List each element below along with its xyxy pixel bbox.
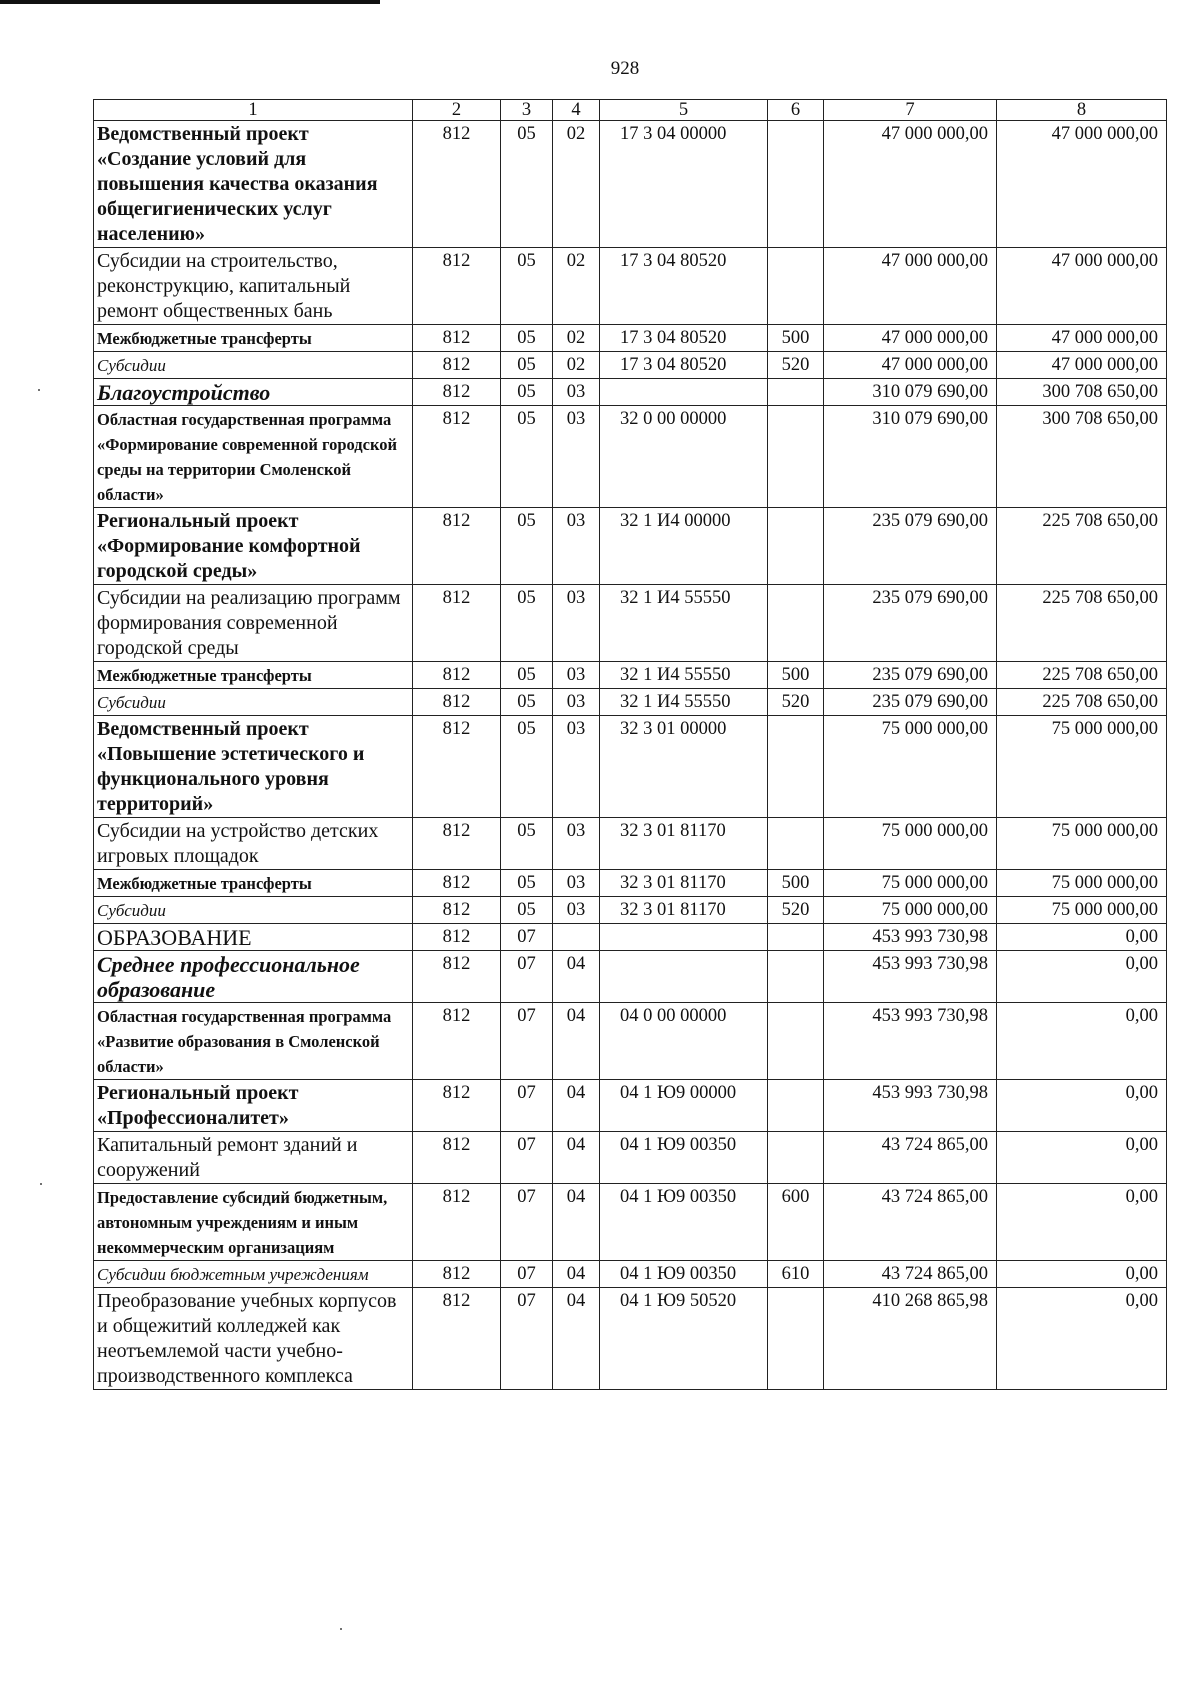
section-code: 05 — [501, 325, 553, 352]
column-header: 7 — [824, 100, 997, 121]
table-row — [94, 325, 1167, 352]
amount-col8: 47 000 000,00 — [997, 121, 1167, 248]
column-header: 3 — [501, 100, 553, 121]
expense-type-code — [768, 951, 824, 1003]
budget-table — [93, 99, 1167, 1390]
item-name: Межбюджетные трансферты — [94, 662, 413, 689]
subsection-code: 04 — [553, 1003, 600, 1080]
table-row — [94, 1184, 1167, 1261]
ved-code: 812 — [413, 689, 501, 716]
top-edge-rule — [0, 0, 380, 4]
table-row — [94, 379, 1167, 406]
section-code: 05 — [501, 121, 553, 248]
target-article-code: 32 3 01 81170 — [600, 818, 768, 870]
amount-col7: 43 724 865,00 — [824, 1184, 997, 1261]
item-name: Субсидии на устройство детских игровых площадок — [94, 818, 413, 870]
subsection-code: 03 — [553, 870, 600, 897]
amount-col7: 310 079 690,00 — [824, 406, 997, 508]
section-code: 05 — [501, 379, 553, 406]
section-code: 05 — [501, 870, 553, 897]
ved-code: 812 — [413, 508, 501, 585]
item-name: Областная государственная программа «Формирование современной городской среды на территории Смоленской области» — [94, 406, 413, 508]
ved-code: 812 — [413, 897, 501, 924]
section-code: 05 — [501, 508, 553, 585]
section-code: 07 — [501, 1184, 553, 1261]
table-row — [94, 951, 1167, 1003]
expense-type-code — [768, 818, 824, 870]
expense-type-code — [768, 716, 824, 818]
item-name: Преобразование учебных корпусов и общежитий колледжей как неотъемлемой части учебно-производственного комплекса — [94, 1288, 413, 1390]
amount-col8: 0,00 — [997, 1003, 1167, 1080]
item-name: Капитальный ремонт зданий и сооружений — [94, 1132, 413, 1184]
item-name: Субсидии на строительство, реконструкцию, капитальный ремонт общественных бань — [94, 248, 413, 325]
amount-col8: 0,00 — [997, 1288, 1167, 1390]
subsection-code: 03 — [553, 379, 600, 406]
target-article-code: 04 1 Ю9 00350 — [600, 1261, 768, 1288]
section-code: 05 — [501, 689, 553, 716]
amount-col7: 453 993 730,98 — [824, 951, 997, 1003]
ved-code: 812 — [413, 716, 501, 818]
target-article-code: 04 0 00 00000 — [600, 1003, 768, 1080]
table-body — [94, 100, 1167, 1390]
expense-type-code: 500 — [768, 870, 824, 897]
amount-col7: 75 000 000,00 — [824, 716, 997, 818]
ved-code: 812 — [413, 924, 501, 951]
table-row — [94, 352, 1167, 379]
table-row — [94, 689, 1167, 716]
target-article-code: 04 1 Ю9 00000 — [600, 1080, 768, 1132]
section-code: 07 — [501, 1132, 553, 1184]
target-article-code: 32 0 00 00000 — [600, 406, 768, 508]
section-code: 07 — [501, 951, 553, 1003]
subsection-code: 02 — [553, 248, 600, 325]
amount-col7: 235 079 690,00 — [824, 689, 997, 716]
expense-type-code — [768, 406, 824, 508]
table-row — [94, 508, 1167, 585]
section-code: 07 — [501, 1288, 553, 1390]
ved-code: 812 — [413, 1261, 501, 1288]
item-name: Ведомственный проект «Создание условий для повышения качества оказания общегигиенических услуг населению» — [94, 121, 413, 248]
subsection-code: 04 — [553, 1184, 600, 1261]
item-name: Субсидии бюджетным учреждениям — [94, 1261, 413, 1288]
target-article-code: 17 3 04 80520 — [600, 248, 768, 325]
expense-type-code: 500 — [768, 662, 824, 689]
item-name: Предоставление субсидий бюджетным, автономным учреждениям и иным некоммерческим организациям — [94, 1184, 413, 1261]
subsection-code: 03 — [553, 689, 600, 716]
scan-speck — [40, 1183, 42, 1185]
page-number: 928 — [610, 58, 640, 79]
expense-type-code — [768, 121, 824, 248]
table-row — [94, 248, 1167, 325]
ved-code: 812 — [413, 352, 501, 379]
target-article-code — [600, 951, 768, 1003]
subsection-code: 03 — [553, 406, 600, 508]
item-name: Субсидии на реализацию программ формирования современной городской среды — [94, 585, 413, 662]
subsection-code: 03 — [553, 818, 600, 870]
section-code: 07 — [501, 1261, 553, 1288]
column-header: 4 — [553, 100, 600, 121]
ved-code: 812 — [413, 870, 501, 897]
expense-type-code — [768, 1288, 824, 1390]
item-name: Межбюджетные трансферты — [94, 325, 413, 352]
ved-code: 812 — [413, 406, 501, 508]
ved-code: 812 — [413, 1132, 501, 1184]
item-name: Межбюджетные трансферты — [94, 870, 413, 897]
amount-col7: 453 993 730,98 — [824, 1003, 997, 1080]
amount-col7: 235 079 690,00 — [824, 662, 997, 689]
table-row — [94, 121, 1167, 248]
item-name: Региональный проект «Формирование комфортной городской среды» — [94, 508, 413, 585]
section-code: 05 — [501, 716, 553, 818]
section-code: 07 — [501, 924, 553, 951]
target-article-code: 17 3 04 80520 — [600, 352, 768, 379]
expense-type-code: 610 — [768, 1261, 824, 1288]
amount-col7: 235 079 690,00 — [824, 508, 997, 585]
section-code: 05 — [501, 818, 553, 870]
table-row — [94, 585, 1167, 662]
amount-col7: 47 000 000,00 — [824, 352, 997, 379]
subsection-code: 03 — [553, 716, 600, 818]
target-article-code: 32 3 01 81170 — [600, 897, 768, 924]
column-header: 8 — [997, 100, 1167, 121]
item-name: Субсидии — [94, 897, 413, 924]
table-row — [94, 870, 1167, 897]
ved-code: 812 — [413, 1080, 501, 1132]
table-row — [94, 716, 1167, 818]
subsection-code: 03 — [553, 585, 600, 662]
amount-col8: 75 000 000,00 — [997, 870, 1167, 897]
ved-code: 812 — [413, 1288, 501, 1390]
amount-col7: 410 268 865,98 — [824, 1288, 997, 1390]
table-row — [94, 1288, 1167, 1390]
subsection-code: 03 — [553, 897, 600, 924]
target-article-code: 32 3 01 00000 — [600, 716, 768, 818]
expense-type-code: 600 — [768, 1184, 824, 1261]
expense-type-code: 520 — [768, 897, 824, 924]
amount-col8: 0,00 — [997, 1261, 1167, 1288]
ved-code: 812 — [413, 818, 501, 870]
target-article-code — [600, 924, 768, 951]
table-row — [94, 818, 1167, 870]
ved-code: 812 — [413, 951, 501, 1003]
expense-type-code — [768, 585, 824, 662]
amount-col7: 453 993 730,98 — [824, 924, 997, 951]
subsection-code: 04 — [553, 1080, 600, 1132]
amount-col8: 300 708 650,00 — [997, 379, 1167, 406]
amount-col7: 47 000 000,00 — [824, 325, 997, 352]
section-code: 05 — [501, 248, 553, 325]
item-name: Региональный проект «Профессионалитет» — [94, 1080, 413, 1132]
ved-code: 812 — [413, 1184, 501, 1261]
subsection-code: 04 — [553, 1288, 600, 1390]
target-article-code: 17 3 04 00000 — [600, 121, 768, 248]
ved-code: 812 — [413, 1003, 501, 1080]
subsection-code: 02 — [553, 325, 600, 352]
subsection-code: 04 — [553, 1132, 600, 1184]
column-header: 1 — [94, 100, 413, 121]
item-name: ОБРАЗОВАНИЕ — [94, 924, 413, 951]
expense-type-code — [768, 1080, 824, 1132]
item-name: Субсидии — [94, 689, 413, 716]
target-article-code: 32 1 И4 00000 — [600, 508, 768, 585]
table-row — [94, 924, 1167, 951]
expense-type-code — [768, 508, 824, 585]
amount-col7: 310 079 690,00 — [824, 379, 997, 406]
expense-type-code: 520 — [768, 352, 824, 379]
item-name: Среднее профессиональное образование — [94, 951, 413, 1003]
amount-col8: 0,00 — [997, 951, 1167, 1003]
item-name: Ведомственный проект «Повышение эстетического и функционального уровня территорий» — [94, 716, 413, 818]
amount-col8: 225 708 650,00 — [997, 662, 1167, 689]
expense-type-code — [768, 1132, 824, 1184]
target-article-code: 04 1 Ю9 50520 — [600, 1288, 768, 1390]
section-code: 05 — [501, 585, 553, 662]
amount-col8: 75 000 000,00 — [997, 818, 1167, 870]
table-row — [94, 662, 1167, 689]
amount-col7: 75 000 000,00 — [824, 897, 997, 924]
item-name: Благоустройство — [94, 379, 413, 406]
ved-code: 812 — [413, 379, 501, 406]
subsection-code: 02 — [553, 352, 600, 379]
amount-col7: 75 000 000,00 — [824, 818, 997, 870]
item-name: Субсидии — [94, 352, 413, 379]
ved-code: 812 — [413, 248, 501, 325]
amount-col8: 300 708 650,00 — [997, 406, 1167, 508]
expense-type-code — [768, 1003, 824, 1080]
expense-type-code: 520 — [768, 689, 824, 716]
header-row — [94, 100, 1167, 121]
section-code: 07 — [501, 1080, 553, 1132]
section-code: 05 — [501, 406, 553, 508]
subsection-code: 02 — [553, 121, 600, 248]
scan-speck — [38, 389, 40, 391]
scan-speck — [340, 1628, 342, 1630]
ved-code: 812 — [413, 121, 501, 248]
subsection-code: 04 — [553, 1261, 600, 1288]
target-article-code: 32 1 И4 55550 — [600, 662, 768, 689]
amount-col8: 225 708 650,00 — [997, 508, 1167, 585]
amount-col8: 47 000 000,00 — [997, 325, 1167, 352]
table-row — [94, 897, 1167, 924]
table-row — [94, 1080, 1167, 1132]
amount-col7: 47 000 000,00 — [824, 121, 997, 248]
target-article-code — [600, 379, 768, 406]
expense-type-code — [768, 379, 824, 406]
amount-col8: 75 000 000,00 — [997, 716, 1167, 818]
column-header: 6 — [768, 100, 824, 121]
section-code: 05 — [501, 897, 553, 924]
table-row — [94, 1132, 1167, 1184]
item-name: Областная государственная программа «Развитие образования в Смоленской области» — [94, 1003, 413, 1080]
ved-code: 812 — [413, 325, 501, 352]
column-header: 2 — [413, 100, 501, 121]
amount-col8: 225 708 650,00 — [997, 689, 1167, 716]
target-article-code: 32 1 И4 55550 — [600, 585, 768, 662]
target-article-code: 17 3 04 80520 — [600, 325, 768, 352]
table-row — [94, 1261, 1167, 1288]
amount-col7: 43 724 865,00 — [824, 1261, 997, 1288]
expense-type-code — [768, 924, 824, 951]
column-header: 5 — [600, 100, 768, 121]
section-code: 07 — [501, 1003, 553, 1080]
target-article-code: 04 1 Ю9 00350 — [600, 1184, 768, 1261]
table-row — [94, 1003, 1167, 1080]
amount-col7: 43 724 865,00 — [824, 1132, 997, 1184]
amount-col8: 47 000 000,00 — [997, 248, 1167, 325]
subsection-code: 04 — [553, 951, 600, 1003]
target-article-code: 32 3 01 81170 — [600, 870, 768, 897]
target-article-code: 32 1 И4 55550 — [600, 689, 768, 716]
amount-col7: 75 000 000,00 — [824, 870, 997, 897]
section-code: 05 — [501, 352, 553, 379]
amount-col8: 47 000 000,00 — [997, 352, 1167, 379]
ved-code: 812 — [413, 585, 501, 662]
amount-col7: 235 079 690,00 — [824, 585, 997, 662]
expense-type-code: 500 — [768, 325, 824, 352]
subsection-code: 03 — [553, 508, 600, 585]
amount-col8: 0,00 — [997, 1132, 1167, 1184]
subsection-code — [553, 924, 600, 951]
amount-col8: 0,00 — [997, 1184, 1167, 1261]
ved-code: 812 — [413, 662, 501, 689]
table-row — [94, 406, 1167, 508]
expense-type-code — [768, 248, 824, 325]
amount-col8: 75 000 000,00 — [997, 897, 1167, 924]
amount-col8: 225 708 650,00 — [997, 585, 1167, 662]
amount-col7: 453 993 730,98 — [824, 1080, 997, 1132]
subsection-code: 03 — [553, 662, 600, 689]
amount-col7: 47 000 000,00 — [824, 248, 997, 325]
amount-col8: 0,00 — [997, 924, 1167, 951]
target-article-code: 04 1 Ю9 00350 — [600, 1132, 768, 1184]
section-code: 05 — [501, 662, 553, 689]
amount-col8: 0,00 — [997, 1080, 1167, 1132]
